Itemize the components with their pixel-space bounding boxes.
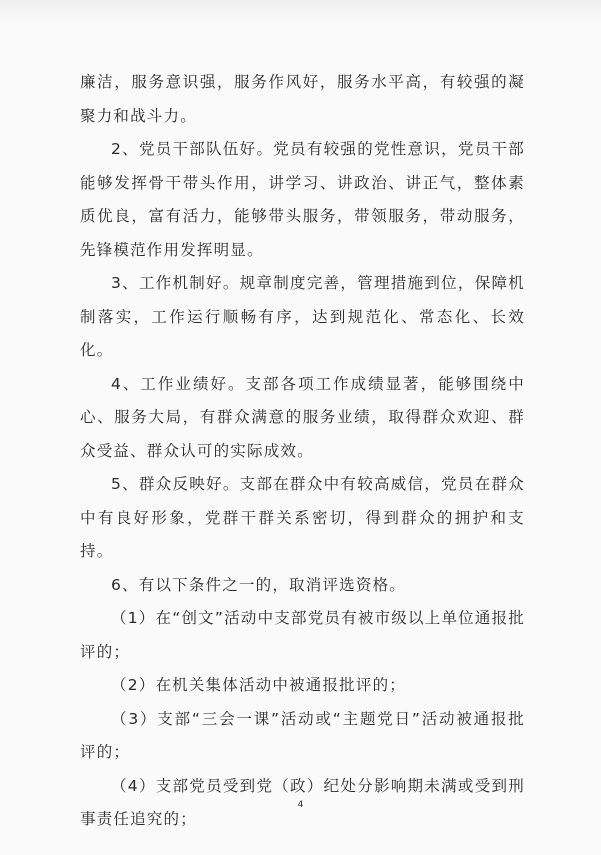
document-body: [80, 66, 525, 837]
paragraph-item-6: 6、有以下条件之一的，取消评选资格。: [111, 575, 406, 594]
paragraph-item-5: 5、群众反映好。支部在群众中有较高威信，党员在群众中有良好形象，党群干群关系密切，得到群众的拥护和支持。: [80, 475, 525, 560]
sub-item-3: （3）支部“三会一课”活动或“主题党日”活动被通报批评的；: [80, 709, 525, 761]
scan-edge-shadow: [0, 0, 601, 24]
paragraph-continuation: 廉洁，服务意识强，服务作风好，服务水平高，有较强的凝聚力和战斗力。: [80, 73, 525, 125]
sub-item-4: （4）支部党员受到党（政）纪处分影响期未满或受到刑事责任追究的；: [80, 776, 525, 828]
paragraph-item-4: 4、工作业绩好。支部各项工作成绩显著，能够围绕中心、服务大局，有群众满意的服务业绩，取得群众欢迎、群众受益、群众认可的实际成效。: [80, 374, 525, 460]
sub-item-1: （1）在“创文”活动中支部党员有被市级以上单位通报批评的；: [80, 609, 525, 661]
paragraph-item-2: 2、党员干部队伍好。党员有较强的党性意识，党员干部能够发挥骨干带头作用，讲学习、讲政治、讲正气，整体素质优良，富有活力，能够带头服务，带领服务，带动服务，先锋模范作用发挥明显。: [80, 140, 525, 259]
paragraph-item-3: 3、工作机制好。规章制度完善，管理措施到位，保障机制落实，工作运行顺畅有序，达到规范化、常态化、长效化。: [80, 274, 525, 359]
page-number: 4: [297, 800, 304, 810]
sub-item-2: （2）在机关集体活动中被通报批评的；: [111, 676, 406, 694]
